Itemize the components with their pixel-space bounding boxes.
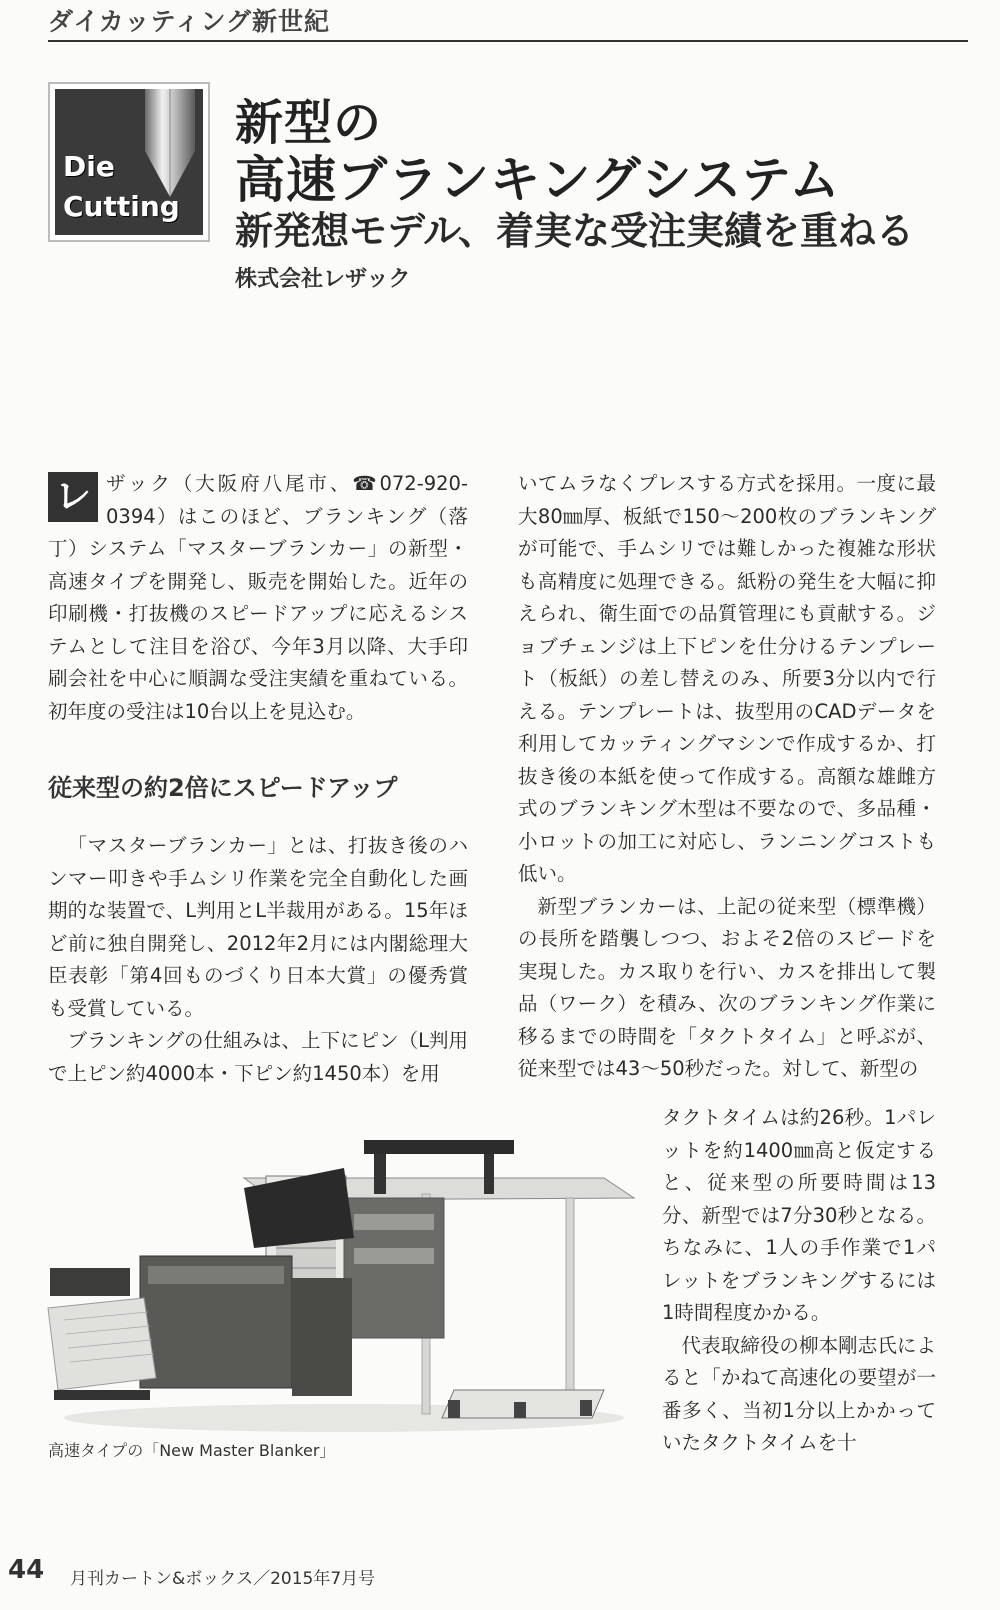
body-paragraph: タクトタイムは約26秒。1パレットを約1400㎜高と仮定すると、従来型の所要時間は13分、新型では7分30秒となる。ちなみに、1人の手作業で1パレットをブランキングするには1時間程度かかる。 <box>662 1106 936 1324</box>
series-title: ダイカッティング新世紀 <box>48 7 331 36</box>
article-title-line1: 新型の <box>235 95 383 151</box>
body-paragraph: 代表取締役の柳本剛志氏によると「かねて高速化の要望が一番多く、当初1分以上かかっていたタクトタイムを十 <box>662 1333 936 1454</box>
company-name: 株式会社レザック <box>235 267 411 292</box>
header-rule <box>48 40 968 42</box>
page-number: 44 <box>8 1555 45 1585</box>
body-paragraph: 「マスターブランカー」とは、打抜き後のハンマー叩きや手ムシリ作業を完全自動化した画期的な装置で、L判用とL半裁用がある。15年ほど前に独自開発し、2012年2月には内閣総理大臣表彰「第4回ものづくり日本大賞」の優秀賞も受賞している。 <box>48 834 468 1020</box>
column-2-continued <box>662 1102 936 1460</box>
logo-word-die: Die <box>63 150 115 183</box>
column-1-body <box>48 830 468 1090</box>
section-heading: 従来型の約2倍にスピードアップ <box>48 774 398 802</box>
article-subtitle: 新発想モデル、着実な受注実績を重ねる <box>235 209 915 253</box>
photo-caption: 高速タイプの「New Master Blanker」 <box>48 1441 336 1460</box>
body-paragraph: 新型ブランカーは、上記の従来型（標準機）の長所を踏襲しつつ、およそ2倍のスピードを実現した。カス取りを行い、カスを排出して製品（ワーク）を積み、次のブランキング作業に移るまでの時間を「タクトタイム」と呼ぶが、従来型では43～50秒だった。対して、新型の <box>518 894 936 1080</box>
logo-word-cutting: Cutting <box>63 190 180 223</box>
body-paragraph: いてムラなくプレスする方式を採用。一度に最大80㎜厚、板紙で150～200枚のブランキングが可能で、手ムシリでは難しかった複雑な形状も高精度に処理できる。紙粉の発生を大幅に抑えられ、衛生面での品質管理にも貢献する。ジョブチェンジは上下ピンを仕分けるテンプレート（板紙）の差し替えのみ、所要3分以内で行える。テンプレートは、抜型用のCADデータを利用してカッティングマシンで作成するか、打抜き後の本紙を使って作成する。高額な雄雌方式のブランキング木型は不要なので、多品種・小ロットの加工に対応し、ランニングコストも低い。 <box>518 472 936 885</box>
magazine-issue: 月刊カートン&ボックス／2015年7月号 <box>70 1569 376 1589</box>
logo-background <box>55 89 203 235</box>
dropcap: レ <box>48 472 98 522</box>
body-paragraph: ブランキングの仕組みは、上下にピン（L判用で上ピン約4000本・下ピン約1450本）を用 <box>48 1029 468 1085</box>
column-1-intro <box>48 468 468 728</box>
article-title-line2: 高速ブランキングシステム <box>235 151 841 209</box>
column-2-body <box>518 468 936 1086</box>
intro-paragraph: ザック（大阪府八尾市、☎072-920-0394）はこのほど、ブランキング（落丁）システム「マスターブランカー」の新型・高速タイプを開発し、販売を開始した。近年の印刷機・打抜機のスピードアップに応えるシステムとして注目を浴び、今年3月以降、大手印刷会社を中心に順調な受注実績を重ねている。初年度の受注は10台以上を見込む。 <box>48 472 468 723</box>
blade-icon <box>139 89 201 199</box>
machine-photo <box>44 1128 638 1438</box>
die-cutting-logo <box>48 82 210 242</box>
